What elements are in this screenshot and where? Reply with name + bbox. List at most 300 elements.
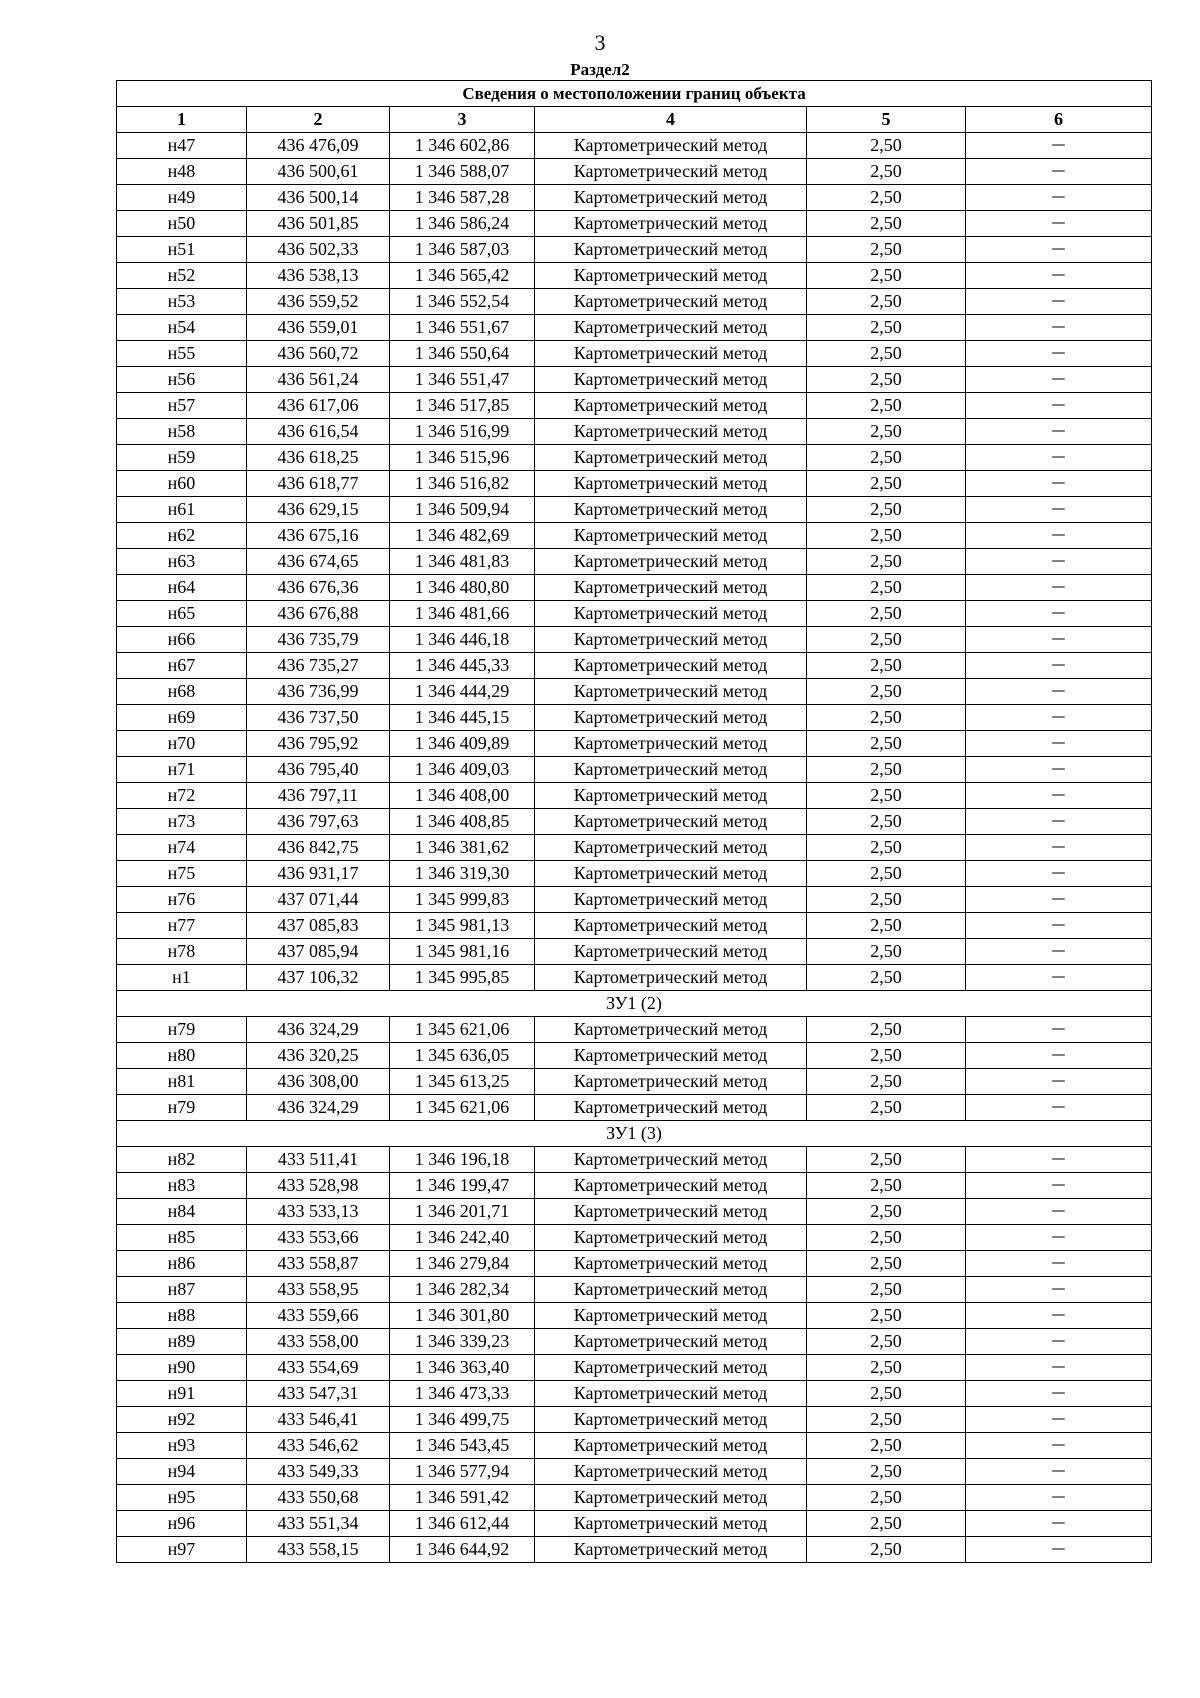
cell-note: — bbox=[966, 1537, 1152, 1563]
table-row bbox=[117, 211, 1152, 237]
cell-note: — bbox=[966, 939, 1152, 965]
cell-point-name: н81 bbox=[117, 1069, 247, 1095]
cell-coord-y: 1 346 517,85 bbox=[390, 393, 535, 419]
cell-accuracy: 2,50 bbox=[807, 1147, 966, 1173]
cell-accuracy: 2,50 bbox=[807, 211, 966, 237]
cell-point-name: н66 bbox=[117, 627, 247, 653]
cell-method: Картометрический метод bbox=[535, 393, 807, 419]
cell-note: — bbox=[966, 1433, 1152, 1459]
cell-coord-x: 436 500,14 bbox=[247, 185, 390, 211]
cell-coord-y: 1 346 409,03 bbox=[390, 757, 535, 783]
table-row bbox=[117, 731, 1152, 757]
cell-point-name: н54 bbox=[117, 315, 247, 341]
table-row bbox=[117, 1069, 1152, 1095]
cell-note: — bbox=[966, 471, 1152, 497]
cell-coord-x: 436 559,52 bbox=[247, 289, 390, 315]
cell-coord-x: 436 618,25 bbox=[247, 445, 390, 471]
cell-note: — bbox=[966, 497, 1152, 523]
cell-method: Картометрический метод bbox=[535, 159, 807, 185]
cell-coord-y: 1 346 550,64 bbox=[390, 341, 535, 367]
cell-coord-x: 436 501,85 bbox=[247, 211, 390, 237]
cell-coord-x: 436 560,72 bbox=[247, 341, 390, 367]
cell-point-name: н74 bbox=[117, 835, 247, 861]
cell-point-name: н83 bbox=[117, 1173, 247, 1199]
cell-point-name: н53 bbox=[117, 289, 247, 315]
cell-point-name: н61 bbox=[117, 497, 247, 523]
cell-accuracy: 2,50 bbox=[807, 913, 966, 939]
table-row bbox=[117, 1407, 1152, 1433]
table-row bbox=[117, 367, 1152, 393]
cell-note: — bbox=[966, 1095, 1152, 1121]
table-row bbox=[117, 653, 1152, 679]
cell-method: Картометрический метод bbox=[535, 601, 807, 627]
cell-method: Картометрический метод bbox=[535, 1303, 807, 1329]
table-row bbox=[117, 1017, 1152, 1043]
column-header-6: 6 bbox=[966, 107, 1152, 133]
cell-note: — bbox=[966, 341, 1152, 367]
cell-coord-x: 436 676,36 bbox=[247, 575, 390, 601]
table-row bbox=[117, 627, 1152, 653]
cell-note: — bbox=[966, 315, 1152, 341]
cell-point-name: н56 bbox=[117, 367, 247, 393]
cell-note: — bbox=[966, 211, 1152, 237]
cell-coord-x: 433 528,98 bbox=[247, 1173, 390, 1199]
cell-coord-x: 437 085,83 bbox=[247, 913, 390, 939]
cell-coord-y: 1 346 551,67 bbox=[390, 315, 535, 341]
cell-accuracy: 2,50 bbox=[807, 627, 966, 653]
cell-coord-y: 1 346 201,71 bbox=[390, 1199, 535, 1225]
cell-accuracy: 2,50 bbox=[807, 1173, 966, 1199]
cell-note: — bbox=[966, 1251, 1152, 1277]
cell-method: Картометрический метод bbox=[535, 211, 807, 237]
cell-point-name: н96 bbox=[117, 1511, 247, 1537]
cell-accuracy: 2,50 bbox=[807, 1329, 966, 1355]
table-row bbox=[117, 1303, 1152, 1329]
table-row bbox=[117, 549, 1152, 575]
cell-method: Картометрический метод bbox=[535, 887, 807, 913]
cell-coord-y: 1 346 543,45 bbox=[390, 1433, 535, 1459]
cell-point-name: н95 bbox=[117, 1485, 247, 1511]
table-header-row bbox=[117, 107, 1152, 133]
boundaries-table bbox=[116, 80, 1152, 1563]
cell-point-name: н79 bbox=[117, 1095, 247, 1121]
cell-coord-y: 1 346 586,24 bbox=[390, 211, 535, 237]
cell-coord-y: 1 346 516,99 bbox=[390, 419, 535, 445]
cell-method: Картометрический метод bbox=[535, 1511, 807, 1537]
cell-point-name: н75 bbox=[117, 861, 247, 887]
cell-method: Картометрический метод bbox=[535, 627, 807, 653]
cell-accuracy: 2,50 bbox=[807, 159, 966, 185]
table-row bbox=[117, 1381, 1152, 1407]
table-row bbox=[117, 1225, 1152, 1251]
cell-method: Картометрический метод bbox=[535, 1485, 807, 1511]
cell-coord-x: 433 558,00 bbox=[247, 1329, 390, 1355]
cell-accuracy: 2,50 bbox=[807, 523, 966, 549]
cell-method: Картометрический метод bbox=[535, 1251, 807, 1277]
cell-point-name: н97 bbox=[117, 1537, 247, 1563]
cell-method: Картометрический метод bbox=[535, 1329, 807, 1355]
cell-coord-x: 436 842,75 bbox=[247, 835, 390, 861]
cell-coord-y: 1 346 602,86 bbox=[390, 133, 535, 159]
cell-accuracy: 2,50 bbox=[807, 315, 966, 341]
cell-note: — bbox=[966, 185, 1152, 211]
group-row bbox=[117, 991, 1152, 1017]
cell-accuracy: 2,50 bbox=[807, 1303, 966, 1329]
cell-note: — bbox=[966, 549, 1152, 575]
cell-note: — bbox=[966, 887, 1152, 913]
table-row bbox=[117, 1459, 1152, 1485]
cell-point-name: н71 bbox=[117, 757, 247, 783]
column-header-1: 1 bbox=[117, 107, 247, 133]
cell-coord-y: 1 346 444,29 bbox=[390, 679, 535, 705]
cell-point-name: н86 bbox=[117, 1251, 247, 1277]
cell-accuracy: 2,50 bbox=[807, 1537, 966, 1563]
cell-point-name: н87 bbox=[117, 1277, 247, 1303]
cell-point-name: н89 bbox=[117, 1329, 247, 1355]
table-row bbox=[117, 1277, 1152, 1303]
cell-point-name: н60 bbox=[117, 471, 247, 497]
cell-accuracy: 2,50 bbox=[807, 393, 966, 419]
cell-method: Картометрический метод bbox=[535, 315, 807, 341]
cell-accuracy: 2,50 bbox=[807, 1381, 966, 1407]
cell-coord-x: 433 533,13 bbox=[247, 1199, 390, 1225]
cell-coord-x: 436 797,63 bbox=[247, 809, 390, 835]
group-label: ЗУ1 (2) bbox=[117, 991, 1152, 1017]
cell-accuracy: 2,50 bbox=[807, 1407, 966, 1433]
cell-note: — bbox=[966, 393, 1152, 419]
cell-note: — bbox=[966, 1225, 1152, 1251]
table-row bbox=[117, 861, 1152, 887]
cell-coord-y: 1 346 282,34 bbox=[390, 1277, 535, 1303]
cell-coord-x: 436 559,01 bbox=[247, 315, 390, 341]
cell-note: — bbox=[966, 1277, 1152, 1303]
table-row bbox=[117, 445, 1152, 471]
cell-accuracy: 2,50 bbox=[807, 367, 966, 393]
cell-note: — bbox=[966, 679, 1152, 705]
cell-method: Картометрический метод bbox=[535, 809, 807, 835]
column-header-2: 2 bbox=[247, 107, 390, 133]
cell-method: Картометрический метод bbox=[535, 1199, 807, 1225]
table-row bbox=[117, 263, 1152, 289]
table-row bbox=[117, 1485, 1152, 1511]
table-row bbox=[117, 1043, 1152, 1069]
column-header-4: 4 bbox=[535, 107, 807, 133]
cell-coord-x: 436 476,09 bbox=[247, 133, 390, 159]
cell-coord-y: 1 346 565,42 bbox=[390, 263, 535, 289]
table-row bbox=[117, 1433, 1152, 1459]
cell-coord-x: 433 551,34 bbox=[247, 1511, 390, 1537]
cell-method: Картометрический метод bbox=[535, 939, 807, 965]
cell-point-name: н63 bbox=[117, 549, 247, 575]
table-row bbox=[117, 939, 1152, 965]
cell-method: Картометрический метод bbox=[535, 367, 807, 393]
cell-point-name: н62 bbox=[117, 523, 247, 549]
cell-note: — bbox=[966, 757, 1152, 783]
cell-coord-y: 1 346 445,15 bbox=[390, 705, 535, 731]
cell-accuracy: 2,50 bbox=[807, 1355, 966, 1381]
cell-method: Картометрический метод bbox=[535, 497, 807, 523]
cell-method: Картометрический метод bbox=[535, 237, 807, 263]
table-row bbox=[117, 1173, 1152, 1199]
cell-coord-y: 1 346 196,18 bbox=[390, 1147, 535, 1173]
cell-method: Картометрический метод bbox=[535, 1225, 807, 1251]
cell-note: — bbox=[966, 601, 1152, 627]
cell-note: — bbox=[966, 809, 1152, 835]
cell-coord-x: 436 561,24 bbox=[247, 367, 390, 393]
cell-coord-y: 1 346 301,80 bbox=[390, 1303, 535, 1329]
cell-coord-x: 436 538,13 bbox=[247, 263, 390, 289]
cell-coord-y: 1 346 381,62 bbox=[390, 835, 535, 861]
table-caption-row bbox=[117, 81, 1152, 107]
cell-method: Картометрический метод bbox=[535, 1069, 807, 1095]
table-row bbox=[117, 705, 1152, 731]
cell-point-name: н72 bbox=[117, 783, 247, 809]
cell-coord-x: 436 735,79 bbox=[247, 627, 390, 653]
table-row bbox=[117, 1355, 1152, 1381]
cell-point-name: н55 bbox=[117, 341, 247, 367]
cell-note: — bbox=[966, 523, 1152, 549]
cell-note: — bbox=[966, 627, 1152, 653]
cell-coord-x: 436 736,99 bbox=[247, 679, 390, 705]
cell-method: Картометрический метод bbox=[535, 1407, 807, 1433]
cell-point-name: н84 bbox=[117, 1199, 247, 1225]
cell-method: Картометрический метод bbox=[535, 471, 807, 497]
cell-coord-y: 1 346 481,83 bbox=[390, 549, 535, 575]
cell-note: — bbox=[966, 965, 1152, 991]
cell-coord-x: 436 324,29 bbox=[247, 1095, 390, 1121]
cell-coord-x: 433 558,15 bbox=[247, 1537, 390, 1563]
cell-coord-y: 1 345 636,05 bbox=[390, 1043, 535, 1069]
cell-method: Картометрический метод bbox=[535, 523, 807, 549]
cell-coord-y: 1 346 481,66 bbox=[390, 601, 535, 627]
cell-accuracy: 2,50 bbox=[807, 731, 966, 757]
cell-accuracy: 2,50 bbox=[807, 887, 966, 913]
cell-coord-x: 436 676,88 bbox=[247, 601, 390, 627]
table-row bbox=[117, 315, 1152, 341]
cell-method: Картометрический метод bbox=[535, 861, 807, 887]
cell-method: Картометрический метод bbox=[535, 575, 807, 601]
cell-coord-y: 1 345 621,06 bbox=[390, 1017, 535, 1043]
cell-accuracy: 2,50 bbox=[807, 653, 966, 679]
cell-method: Картометрический метод bbox=[535, 1173, 807, 1199]
cell-accuracy: 2,50 bbox=[807, 965, 966, 991]
cell-accuracy: 2,50 bbox=[807, 601, 966, 627]
cell-accuracy: 2,50 bbox=[807, 133, 966, 159]
cell-accuracy: 2,50 bbox=[807, 289, 966, 315]
cell-accuracy: 2,50 bbox=[807, 1277, 966, 1303]
cell-method: Картометрический метод bbox=[535, 185, 807, 211]
cell-coord-y: 1 346 482,69 bbox=[390, 523, 535, 549]
cell-coord-y: 1 345 981,16 bbox=[390, 939, 535, 965]
cell-note: — bbox=[966, 653, 1152, 679]
cell-coord-x: 436 795,40 bbox=[247, 757, 390, 783]
cell-accuracy: 2,50 bbox=[807, 1485, 966, 1511]
cell-coord-y: 1 346 199,47 bbox=[390, 1173, 535, 1199]
cell-coord-y: 1 346 552,54 bbox=[390, 289, 535, 315]
cell-note: — bbox=[966, 783, 1152, 809]
cell-note: — bbox=[966, 835, 1152, 861]
cell-point-name: н94 bbox=[117, 1459, 247, 1485]
cell-coord-x: 433 549,33 bbox=[247, 1459, 390, 1485]
cell-method: Картометрический метод bbox=[535, 1147, 807, 1173]
cell-coord-x: 437 106,32 bbox=[247, 965, 390, 991]
cell-accuracy: 2,50 bbox=[807, 861, 966, 887]
cell-point-name: н77 bbox=[117, 913, 247, 939]
cell-method: Картометрический метод bbox=[535, 1459, 807, 1485]
cell-accuracy: 2,50 bbox=[807, 1069, 966, 1095]
cell-accuracy: 2,50 bbox=[807, 1251, 966, 1277]
cell-accuracy: 2,50 bbox=[807, 835, 966, 861]
cell-point-name: н90 bbox=[117, 1355, 247, 1381]
cell-note: — bbox=[966, 1407, 1152, 1433]
cell-coord-x: 433 546,41 bbox=[247, 1407, 390, 1433]
table-caption: Сведения о местоположении границ объекта bbox=[117, 81, 1152, 107]
cell-coord-y: 1 346 509,94 bbox=[390, 497, 535, 523]
cell-coord-y: 1 346 644,92 bbox=[390, 1537, 535, 1563]
cell-coord-x: 436 735,27 bbox=[247, 653, 390, 679]
group-row bbox=[117, 1121, 1152, 1147]
table-body bbox=[117, 133, 1152, 1563]
cell-point-name: н68 bbox=[117, 679, 247, 705]
cell-coord-x: 433 546,62 bbox=[247, 1433, 390, 1459]
cell-method: Картометрический метод bbox=[535, 913, 807, 939]
table-row bbox=[117, 393, 1152, 419]
cell-note: — bbox=[966, 705, 1152, 731]
cell-note: — bbox=[966, 1043, 1152, 1069]
cell-coord-y: 1 346 445,33 bbox=[390, 653, 535, 679]
cell-coord-y: 1 346 577,94 bbox=[390, 1459, 535, 1485]
cell-accuracy: 2,50 bbox=[807, 341, 966, 367]
cell-method: Картометрический метод bbox=[535, 1433, 807, 1459]
table-row bbox=[117, 523, 1152, 549]
cell-coord-x: 433 547,31 bbox=[247, 1381, 390, 1407]
cell-point-name: н65 bbox=[117, 601, 247, 627]
cell-note: — bbox=[966, 575, 1152, 601]
table-row bbox=[117, 1199, 1152, 1225]
cell-note: — bbox=[966, 159, 1152, 185]
cell-point-name: н64 bbox=[117, 575, 247, 601]
cell-coord-x: 436 618,77 bbox=[247, 471, 390, 497]
cell-coord-y: 1 346 408,00 bbox=[390, 783, 535, 809]
cell-accuracy: 2,50 bbox=[807, 809, 966, 835]
cell-point-name: н51 bbox=[117, 237, 247, 263]
cell-accuracy: 2,50 bbox=[807, 445, 966, 471]
cell-note: — bbox=[966, 1329, 1152, 1355]
cell-coord-y: 1 346 339,23 bbox=[390, 1329, 535, 1355]
cell-coord-y: 1 346 242,40 bbox=[390, 1225, 535, 1251]
cell-coord-x: 436 674,65 bbox=[247, 549, 390, 575]
cell-coord-x: 436 308,00 bbox=[247, 1069, 390, 1095]
cell-coord-y: 1 346 480,80 bbox=[390, 575, 535, 601]
cell-point-name: н92 bbox=[117, 1407, 247, 1433]
column-header-5: 5 bbox=[807, 107, 966, 133]
cell-coord-x: 437 071,44 bbox=[247, 887, 390, 913]
cell-method: Картометрический метод bbox=[535, 1381, 807, 1407]
cell-point-name: н73 bbox=[117, 809, 247, 835]
cell-point-name: н93 bbox=[117, 1433, 247, 1459]
cell-method: Картометрический метод bbox=[535, 731, 807, 757]
cell-coord-x: 436 324,29 bbox=[247, 1017, 390, 1043]
cell-point-name: н85 bbox=[117, 1225, 247, 1251]
cell-note: — bbox=[966, 289, 1152, 315]
cell-point-name: н79 bbox=[117, 1017, 247, 1043]
cell-method: Картометрический метод bbox=[535, 1043, 807, 1069]
cell-point-name: н91 bbox=[117, 1381, 247, 1407]
cell-note: — bbox=[966, 1485, 1152, 1511]
cell-method: Картометрический метод bbox=[535, 757, 807, 783]
cell-method: Картометрический метод bbox=[535, 1095, 807, 1121]
cell-method: Картометрический метод bbox=[535, 835, 807, 861]
cell-coord-y: 1 346 587,28 bbox=[390, 185, 535, 211]
cell-point-name: н1 bbox=[117, 965, 247, 991]
cell-note: — bbox=[966, 1069, 1152, 1095]
cell-method: Картометрический метод bbox=[535, 445, 807, 471]
cell-coord-x: 436 616,54 bbox=[247, 419, 390, 445]
cell-method: Картометрический метод bbox=[535, 549, 807, 575]
cell-method: Картометрический метод bbox=[535, 1537, 807, 1563]
cell-point-name: н52 bbox=[117, 263, 247, 289]
cell-accuracy: 2,50 bbox=[807, 1017, 966, 1043]
cell-coord-x: 433 553,66 bbox=[247, 1225, 390, 1251]
cell-note: — bbox=[966, 1303, 1152, 1329]
cell-method: Картометрический метод bbox=[535, 705, 807, 731]
cell-accuracy: 2,50 bbox=[807, 705, 966, 731]
cell-accuracy: 2,50 bbox=[807, 419, 966, 445]
table-row bbox=[117, 185, 1152, 211]
cell-note: — bbox=[966, 367, 1152, 393]
cell-accuracy: 2,50 bbox=[807, 237, 966, 263]
cell-point-name: н69 bbox=[117, 705, 247, 731]
cell-coord-y: 1 346 499,75 bbox=[390, 1407, 535, 1433]
table-row bbox=[117, 1511, 1152, 1537]
cell-coord-y: 1 346 612,44 bbox=[390, 1511, 535, 1537]
cell-coord-y: 1 346 319,30 bbox=[390, 861, 535, 887]
cell-method: Картометрический метод bbox=[535, 783, 807, 809]
cell-point-name: н76 bbox=[117, 887, 247, 913]
cell-coord-y: 1 346 279,84 bbox=[390, 1251, 535, 1277]
table-row bbox=[117, 965, 1152, 991]
cell-coord-x: 433 558,87 bbox=[247, 1251, 390, 1277]
cell-accuracy: 2,50 bbox=[807, 263, 966, 289]
cell-coord-x: 433 559,66 bbox=[247, 1303, 390, 1329]
cell-coord-y: 1 345 999,83 bbox=[390, 887, 535, 913]
cell-coord-x: 436 320,25 bbox=[247, 1043, 390, 1069]
cell-accuracy: 2,50 bbox=[807, 939, 966, 965]
cell-note: — bbox=[966, 1381, 1152, 1407]
cell-point-name: н88 bbox=[117, 1303, 247, 1329]
table-row bbox=[117, 237, 1152, 263]
table-row bbox=[117, 159, 1152, 185]
cell-point-name: н48 bbox=[117, 159, 247, 185]
cell-accuracy: 2,50 bbox=[807, 185, 966, 211]
cell-coord-y: 1 345 995,85 bbox=[390, 965, 535, 991]
cell-note: — bbox=[966, 1147, 1152, 1173]
cell-coord-y: 1 346 363,40 bbox=[390, 1355, 535, 1381]
cell-coord-y: 1 345 981,13 bbox=[390, 913, 535, 939]
table-row bbox=[117, 835, 1152, 861]
cell-note: — bbox=[966, 1199, 1152, 1225]
cell-point-name: н58 bbox=[117, 419, 247, 445]
cell-accuracy: 2,50 bbox=[807, 1511, 966, 1537]
cell-accuracy: 2,50 bbox=[807, 1043, 966, 1069]
cell-coord-y: 1 346 587,03 bbox=[390, 237, 535, 263]
cell-method: Картометрический метод bbox=[535, 289, 807, 315]
cell-note: — bbox=[966, 913, 1152, 939]
table-row bbox=[117, 809, 1152, 835]
cell-accuracy: 2,50 bbox=[807, 783, 966, 809]
cell-note: — bbox=[966, 1173, 1152, 1199]
cell-method: Картометрический метод bbox=[535, 679, 807, 705]
